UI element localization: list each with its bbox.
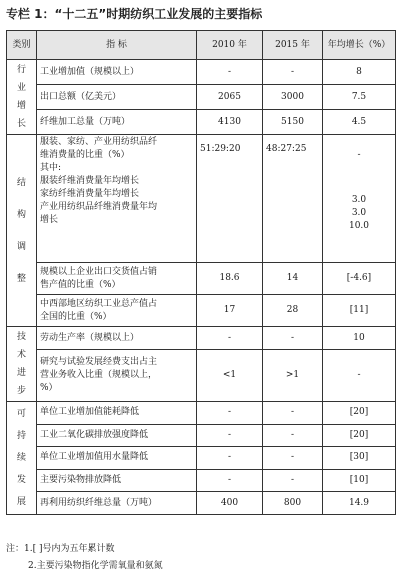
indicator-line: 研究与试验发展经费支出占主 (40, 357, 158, 368)
indicator-label: 纤维加工总量（万吨） (37, 110, 197, 135)
indicator-line: 服装、家纺、产业用纺织品纤 (40, 137, 158, 147)
indicator-line: 全国的比重（%） (40, 311, 112, 322)
table-row (7, 350, 396, 402)
indicator-line: 服装纤维消费量年均增长 (40, 176, 140, 186)
value-2015: 14 (263, 263, 323, 295)
header-category: 类别 (7, 31, 37, 60)
value-2015: - (263, 327, 323, 350)
value-growth (323, 135, 396, 263)
value-growth-apparel: 3.0 (351, 195, 367, 205)
value-ratio-2015: 48:27:25 (266, 144, 307, 154)
value-growth: [20] (323, 402, 396, 425)
page-title: 专栏 1：“十二五”时期纺织工业发展的主要指标 (6, 7, 263, 21)
table-header-row (7, 31, 396, 60)
indicator-label (37, 263, 197, 295)
value-2015: - (263, 447, 323, 470)
table-row (7, 492, 396, 515)
indicator-label: 劳动生产率（规模以上） (37, 327, 197, 350)
table-row (7, 85, 396, 110)
note-1: 注：1.[ ]号内为五年累计数 (6, 544, 115, 554)
indicator-label: 单位工业增加值能耗降低 (37, 402, 197, 425)
indicator-label: 主要污染物排放降低 (37, 469, 197, 492)
value-growth: - (323, 350, 396, 402)
indicator-line: 营业务收入比重（规模以上， (40, 370, 158, 381)
table-row (7, 110, 396, 135)
table-row (7, 447, 396, 470)
indicator-label: 单位工业增加值用水量降低 (37, 447, 197, 470)
value-growth: 8 (323, 60, 396, 85)
value-2015: >1 (263, 350, 323, 402)
table-row (7, 402, 396, 425)
indicator-label (37, 295, 197, 327)
indicator-label: 工业增加值（规模以上） (37, 60, 197, 85)
table-row (7, 60, 396, 85)
indicator-table (6, 30, 396, 515)
table-row (7, 295, 396, 327)
value-2015 (263, 135, 323, 263)
indicator-line: 维消费量的比重（%） (40, 150, 130, 160)
value-2010: - (197, 327, 263, 350)
value-2010 (197, 135, 263, 263)
table-row (7, 424, 396, 447)
value-2010: - (197, 402, 263, 425)
indicator-label: 再利用纺织纤维总量（万吨） (37, 492, 197, 515)
value-2010: 17 (197, 295, 263, 327)
indicator-line: 产业用纺织品纤维消费量年均 (40, 202, 158, 212)
table-row (7, 263, 396, 295)
value-2015: - (263, 469, 323, 492)
header-growth: 年均增长（%） (323, 31, 396, 60)
value-2015: 3000 (263, 85, 323, 110)
value-2010: 18.6 (197, 263, 263, 295)
value-2010: 400 (197, 492, 263, 515)
value-2010: <1 (197, 350, 263, 402)
value-ratio-2010: 51:29:20 (200, 144, 241, 154)
indicator-label: 工业二氧化碳排放强度降低 (37, 424, 197, 447)
indicator-line: 中西部地区纺织工业总产值占 (40, 298, 158, 309)
indicator-line: 增长 (40, 215, 59, 225)
value-growth: [30] (323, 447, 396, 470)
value-2010: - (197, 424, 263, 447)
indicator-line: 家纺纤维消费量年均增长 (40, 189, 140, 199)
table-row (7, 135, 396, 263)
header-indicator: 指 标 (37, 31, 197, 60)
indicator-line: 其中: (40, 163, 62, 173)
value-growth: 14.9 (323, 492, 396, 515)
value-growth-home: 3.0 (351, 208, 367, 218)
table-row (7, 327, 396, 350)
value-growth: 7.5 (323, 85, 396, 110)
value-growth: [10] (323, 469, 396, 492)
value-growth: [-4.6] (323, 263, 396, 295)
value-2015: 5150 (263, 110, 323, 135)
value-2010: - (197, 447, 263, 470)
category-industry-growth: 行业增长 (7, 60, 37, 135)
category-tech-progress: 技术进步 (7, 327, 37, 402)
note-2: 2.主要污染物指化学需氧量和氨氮 (28, 561, 163, 571)
category-structure-adjustment: 结构调整 (7, 135, 37, 327)
indicator-label (37, 135, 197, 263)
value-2010: 4130 (197, 110, 263, 135)
value-2010: 2065 (197, 85, 263, 110)
value-growth: 10 (323, 327, 396, 350)
value-2010: - (197, 469, 263, 492)
header-2015: 2015 年 (263, 31, 323, 60)
header-2010: 2010 年 (197, 31, 263, 60)
value-growth-ratio: - (357, 150, 361, 160)
indicator-line: %） (40, 383, 58, 394)
indicator-line: 规模以上企业出口交货值占销 (40, 266, 158, 277)
indicator-label: 出口总额（亿美元） (37, 85, 197, 110)
table-row (7, 469, 396, 492)
value-2015: - (263, 424, 323, 447)
indicator-label (37, 350, 197, 402)
table-notes (6, 541, 395, 575)
indicator-line: 售产值的比重（%） (40, 279, 121, 290)
category-sustainable-development: 可持续发展 (7, 402, 37, 515)
value-2015: 28 (263, 295, 323, 327)
value-2015: - (263, 60, 323, 85)
value-2010: - (197, 60, 263, 85)
value-2015: - (263, 402, 323, 425)
value-2015: 800 (263, 492, 323, 515)
value-growth: [20] (323, 424, 396, 447)
value-growth: [11] (323, 295, 396, 327)
value-growth-industrial: 10.0 (348, 221, 370, 231)
value-growth: 4.5 (323, 110, 396, 135)
